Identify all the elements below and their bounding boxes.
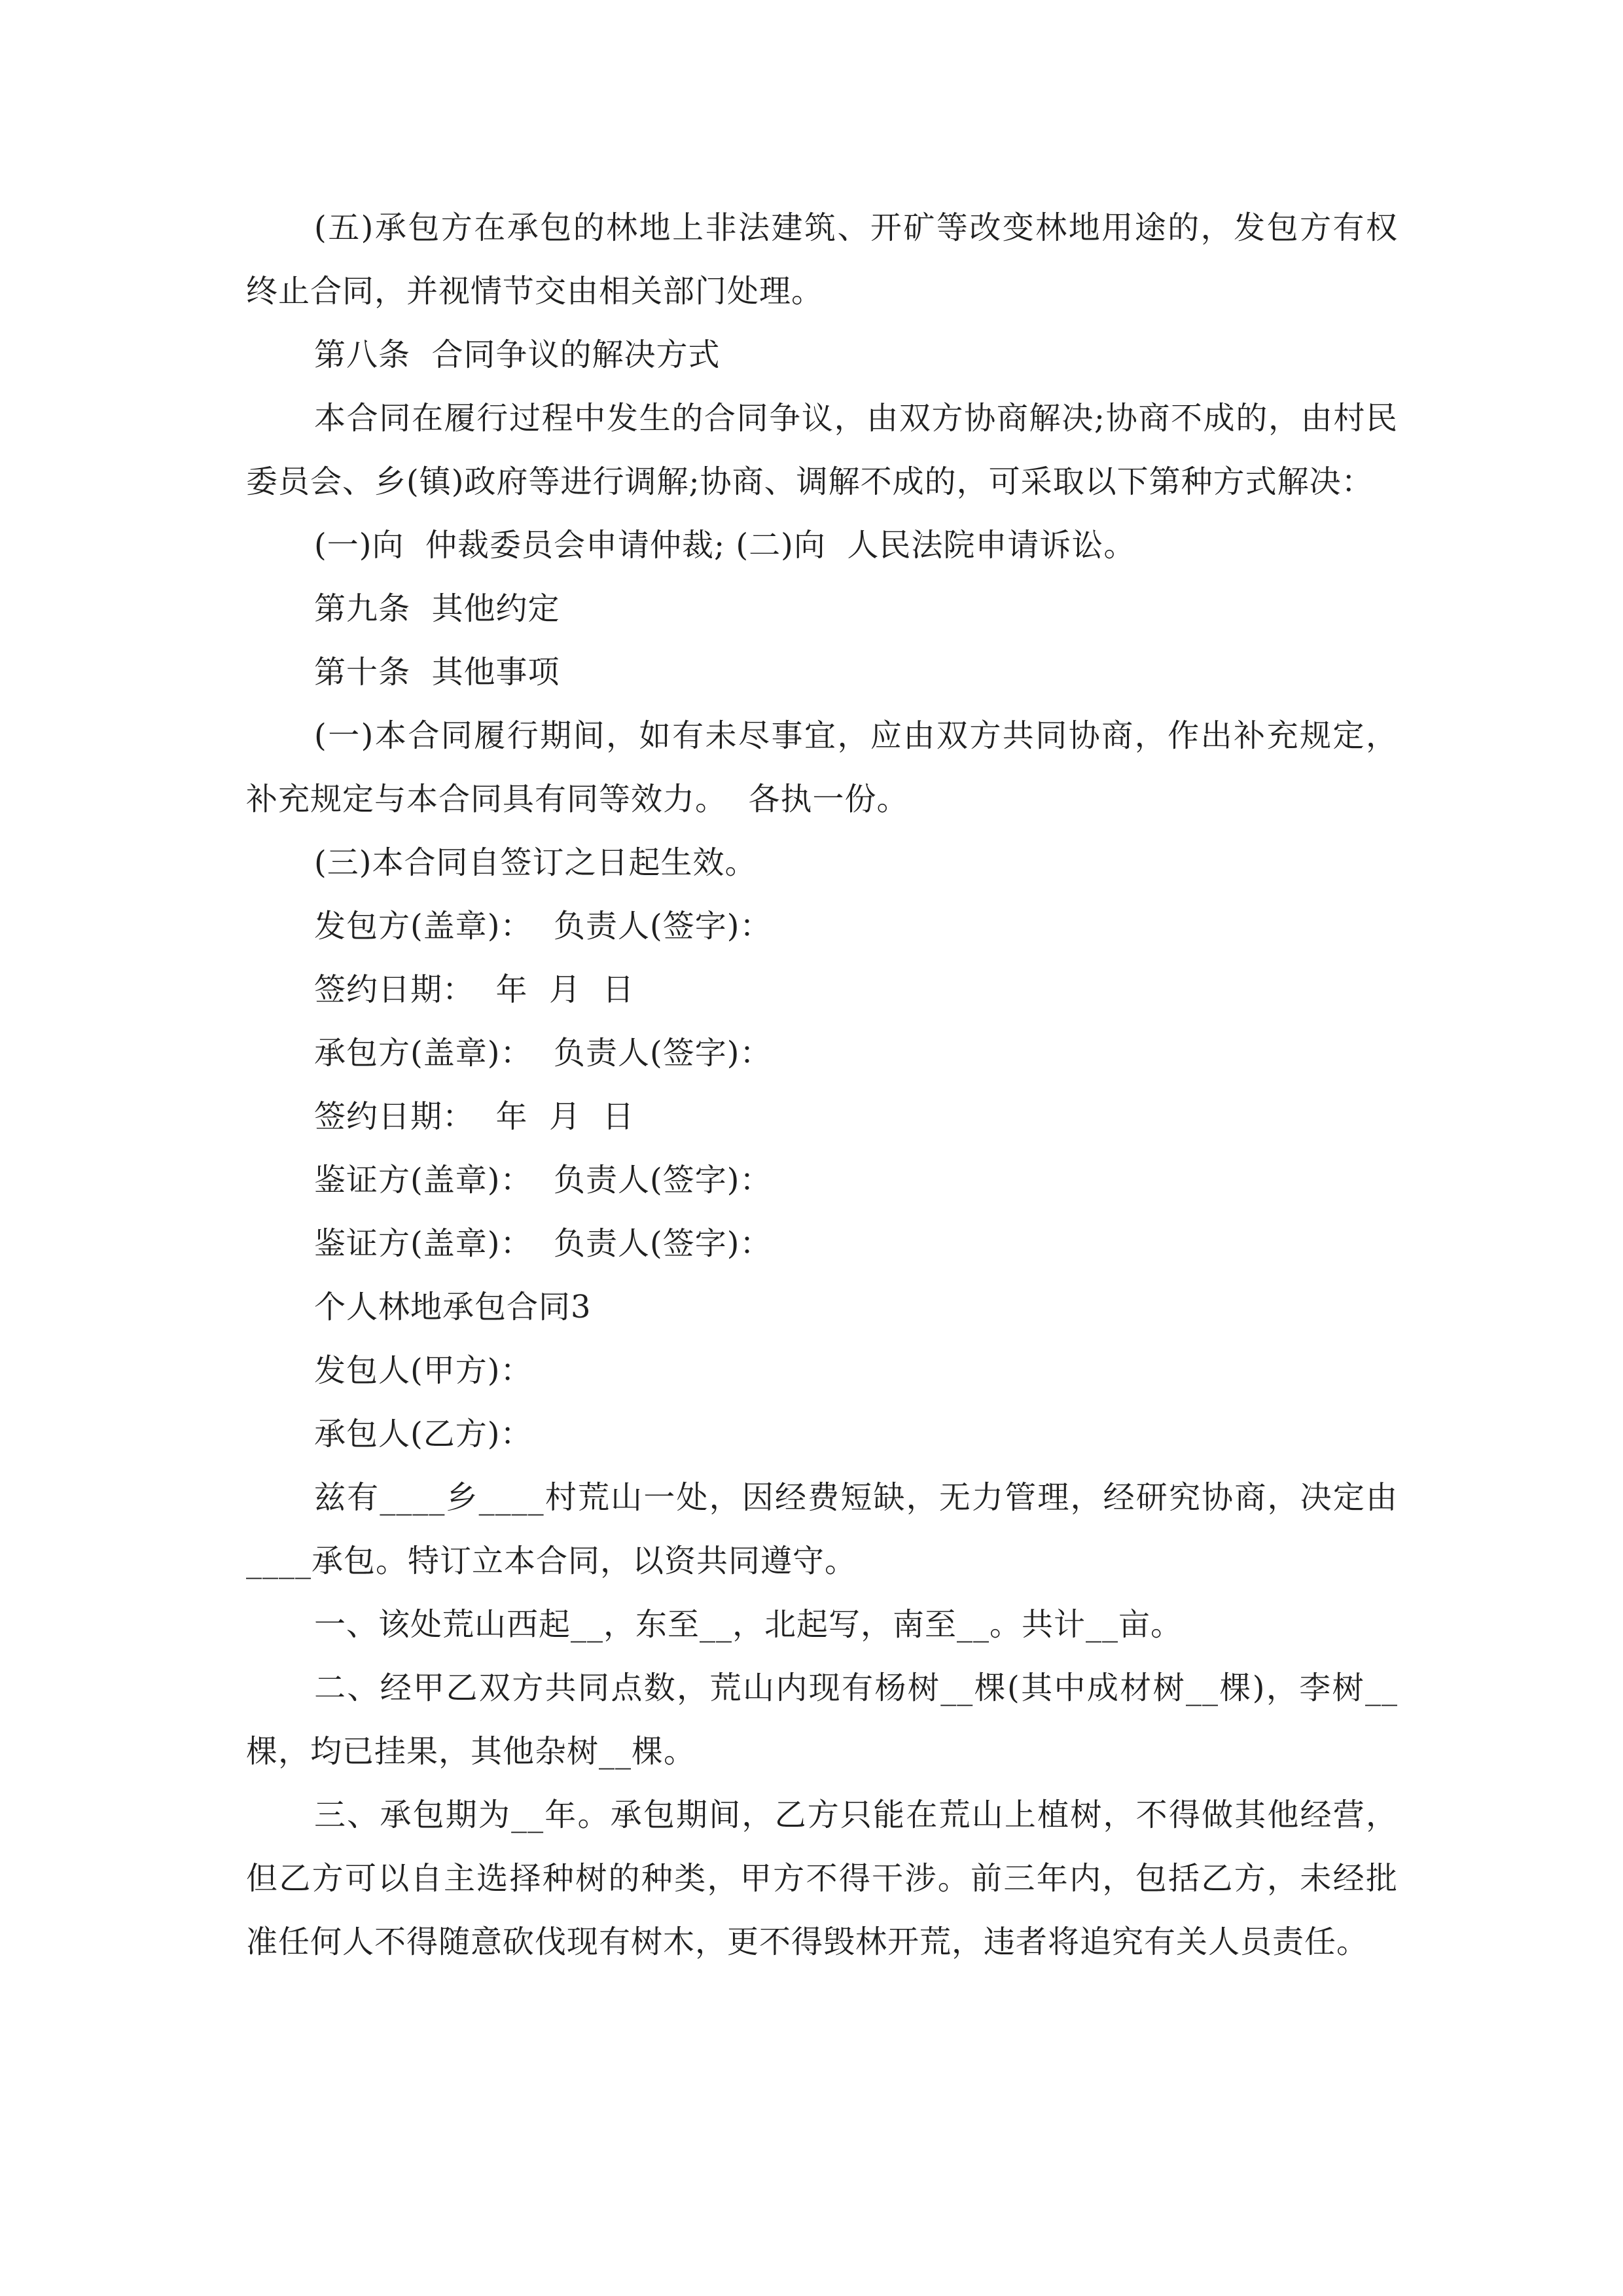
heading-article-10: 第十条 其他事项 (314, 654, 560, 691)
contract-title-3: 个人林地承包合同3 (314, 1289, 592, 1325)
paragraph-clause-3-term: 三、承包期为__年。承包期间，乙方只能在荒山上植树，不得做其他经营，但乙方可以自主选择种树的种类，甲方不得干涉。前三年内，包括乙方，未经批准任何人不得随意砍伐现有树木，更不得毁林开荒，违者将追究有关人员责任。 (246, 1797, 1398, 1960)
signing-date-issuer: 签约日期： 年 月 日 (314, 971, 635, 1008)
party-a-line: 发包人(甲方)： (314, 1352, 533, 1389)
paragraph-preamble: 兹有____乡____村荒山一处，因经费短缺，无力管理，经研究协商，决定由____承包。特订立本合同，以资共同遵守。 (246, 1479, 1398, 1579)
document-body (246, 196, 1398, 1974)
paragraph-clause-5-illegal-use: (五)承包方在承包的林地上非法建筑、开矿等改变林地用途的，发包方有权终止合同，并视情节交由相关部门处理。 (246, 209, 1398, 310)
heading-article-9: 第九条 其他约定 (314, 590, 560, 627)
paragraph-supplementary-rules: (一)本合同履行期间，如有未尽事宜，应由双方共同协商，作出补充规定，补充规定与本合同具有同等效力。 各执一份。 (246, 717, 1398, 817)
paragraph-effective-date: (三)本合同自签订之日起生效。 (314, 844, 757, 881)
signing-date-contractor: 签约日期： 年 月 日 (314, 1098, 635, 1135)
signature-line-witness-1: 鉴证方(盖章)： 负责人(签字)： (314, 1162, 772, 1198)
signature-line-contractor: 承包方(盖章)： 负责人(签字)： (314, 1035, 772, 1071)
paragraph-clause-2-tree-count: 二、经甲乙双方共同点数，荒山内现有杨树__棵(其中成材树__棵)，李树__棵，均已挂果，其他杂树__棵。 (246, 1670, 1398, 1770)
signature-line-witness-2: 鉴证方(盖章)： 负责人(签字)： (314, 1225, 772, 1262)
heading-article-8: 第八条 合同争议的解决方式 (314, 336, 721, 373)
paragraph-arbitration-options: (一)向 仲裁委员会申请仲裁; (二)向 人民法院申请诉讼。 (314, 527, 1136, 564)
signature-line-issuer: 发包方(盖章)： 负责人(签字)： (314, 908, 772, 944)
party-b-line: 承包人(乙方)： (314, 1416, 533, 1452)
paragraph-clause-1-boundaries: 一、该处荒山西起__，东至__，北起写，南至__。共计__亩。 (314, 1606, 1183, 1643)
paragraph-dispute-resolution: 本合同在履行过程中发生的合同争议，由双方协商解决;协商不成的，由村民委员会、乡(镇)政府等进行调解;协商、调解不成的，可采取以下第种方式解决： (246, 400, 1398, 500)
